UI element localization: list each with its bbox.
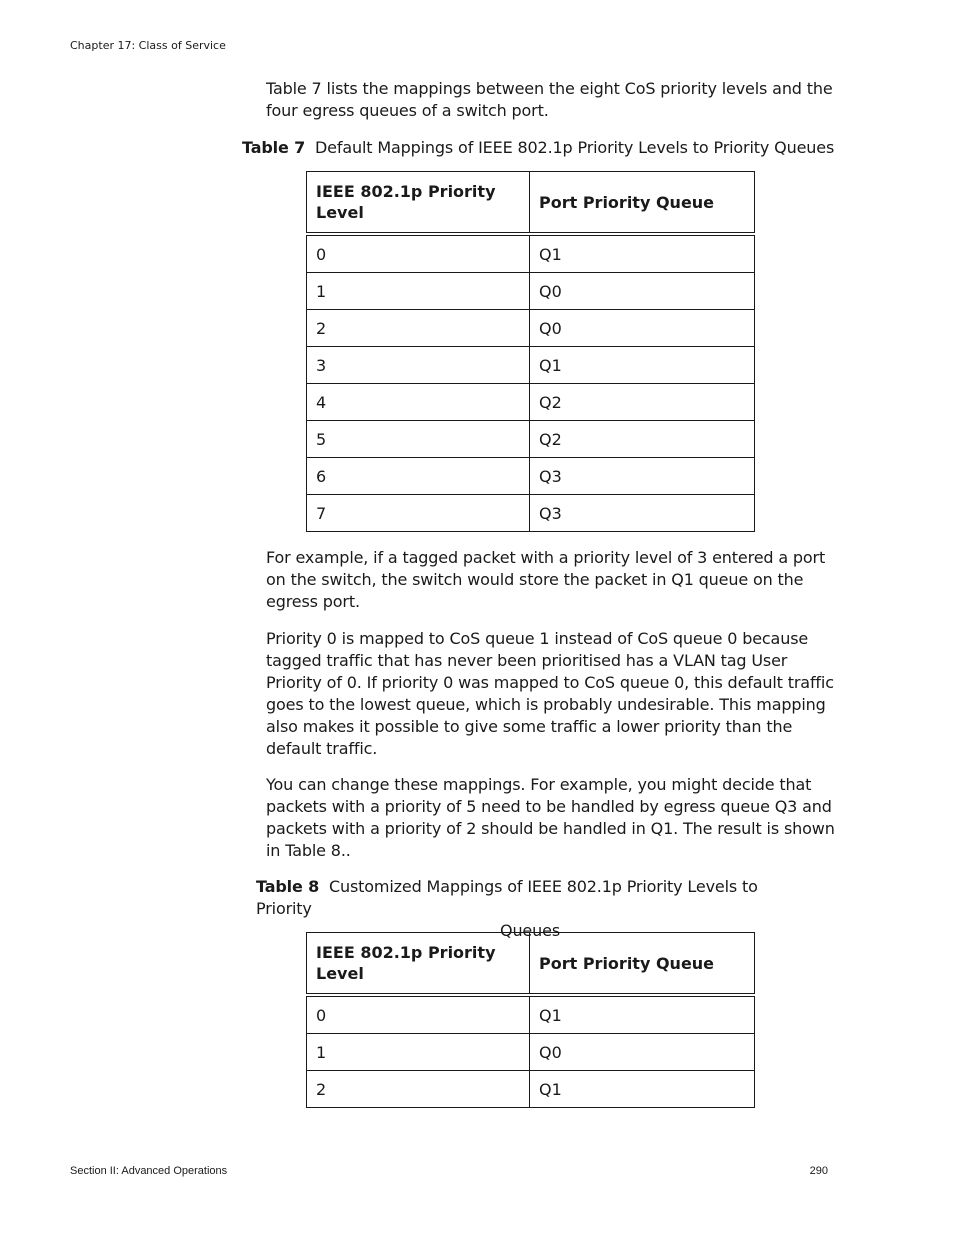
priority-level-cell: 2: [307, 1071, 530, 1108]
queue-cell: Q0: [530, 310, 755, 347]
intro-paragraph: Table 7 lists the mappings between the eight CoS priority levels and the four egress queues of a switch port.: [266, 79, 833, 120]
table8-title-continued: Queues: [500, 921, 560, 940]
queue-cell: Q2: [530, 384, 755, 421]
priority-level-cell: 3: [307, 347, 530, 384]
table7-label: Table 7: [242, 138, 306, 157]
priority-level-cell: 5: [307, 421, 530, 458]
table-row: [307, 310, 755, 347]
queue-cell: Q3: [530, 495, 755, 532]
table-row: [307, 1071, 755, 1108]
queue-cell: Q0: [530, 1034, 755, 1071]
table-row: [307, 1034, 755, 1071]
table-row: [307, 234, 755, 273]
table-row: [307, 458, 755, 495]
queue-cell: Q1: [530, 1071, 755, 1108]
table8: [306, 932, 755, 1108]
table-row: [307, 347, 755, 384]
priority-level-cell: 1: [307, 273, 530, 310]
table7-caption: [242, 137, 834, 159]
priority-level-cell: 1: [307, 1034, 530, 1071]
footer-section: Section II: Advanced Operations: [70, 1165, 228, 1177]
table-row: [307, 495, 755, 532]
queue-cell: Q1: [530, 347, 755, 384]
table7-header-row: [307, 172, 755, 235]
table7-col1-header: IEEE 802.1p Priority Level: [307, 172, 530, 235]
queue-cell: Q0: [530, 273, 755, 310]
page-number: 290: [809, 1165, 828, 1177]
table8-col2-header: Port Priority Queue: [530, 933, 755, 996]
priority-level-cell: 0: [307, 995, 530, 1034]
running-header: Chapter 17: Class of Service: [70, 39, 226, 52]
change-mappings-paragraph: You can change these mappings. For example, you might decide that packets with a priority of 5 need to be handled by egress queue Q3 and packets with a priority of 2 should be handled in Q1. The result is shown in Table 8..: [266, 775, 835, 860]
priority-level-cell: 4: [307, 384, 530, 421]
table8-label: Table 8: [256, 877, 320, 896]
priority-level-cell: 2: [307, 310, 530, 347]
table8-header-row: [307, 933, 755, 996]
table-row: [307, 421, 755, 458]
table7-title: Default Mappings of IEEE 802.1p Priority Levels to Priority Queues: [314, 138, 835, 157]
queue-cell: Q1: [530, 995, 755, 1034]
table7-col2-header: Port Priority Queue: [530, 172, 755, 235]
table-row: [307, 273, 755, 310]
table-row: [307, 384, 755, 421]
priority-explanation-paragraph: Priority 0 is mapped to CoS queue 1 instead of CoS queue 0 because tagged traffic that has never been prioritised has a VLAN tag User Priority of 0. If priority 0 was mapped to CoS queue 0, this default traffic goes to the lowest queue, which is probably undesirable. This mapping also makes it possible to give some traffic a lower priority than the default traffic.: [266, 629, 834, 758]
table8-caption-line1: [256, 876, 816, 920]
priority-level-cell: 7: [307, 495, 530, 532]
priority-level-cell: 0: [307, 234, 530, 273]
queue-cell: Q2: [530, 421, 755, 458]
queue-cell: Q1: [530, 234, 755, 273]
table-row: [307, 995, 755, 1034]
example-paragraph: For example, if a tagged packet with a priority level of 3 entered a port on the switch, the switch would store the packet in Q1 queue on the egress port.: [266, 548, 826, 611]
table7: [306, 171, 755, 532]
table8-col1-header: IEEE 802.1p Priority Level: [307, 933, 530, 996]
queue-cell: Q3: [530, 458, 755, 495]
table8-title: Customized Mappings of IEEE 802.1p Priority Levels to Priority: [256, 877, 758, 918]
priority-level-cell: 6: [307, 458, 530, 495]
